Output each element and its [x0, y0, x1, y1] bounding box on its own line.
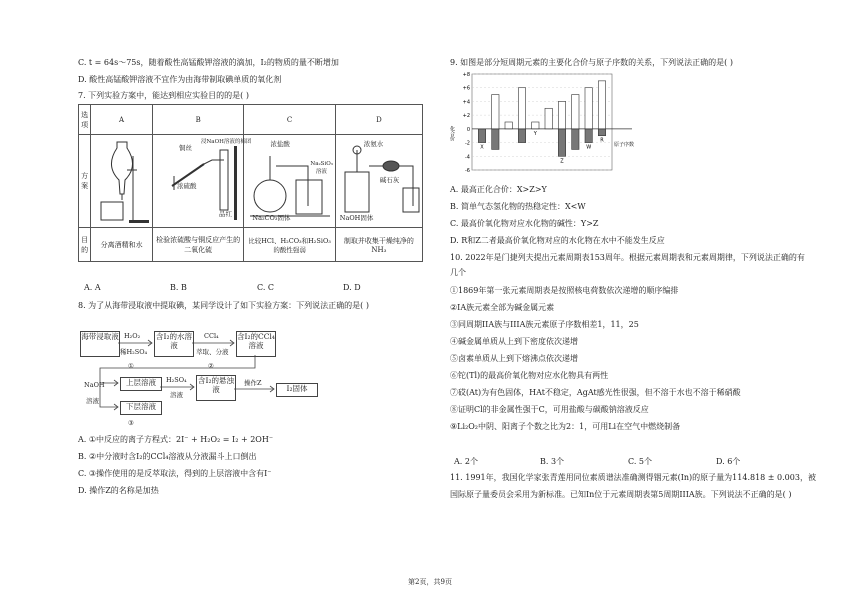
q10-stem-1: 10. 2022年是门捷列夫提出元素周期表153周年。根据元素周期表和元素周期律，下列说法正确的有	[450, 253, 805, 262]
chart-bar-negative	[572, 129, 579, 150]
chart-bar-negative	[558, 129, 565, 156]
q10-stem-2: 几个	[450, 268, 466, 277]
q8-option-b: B. ②中分液时含I₂的CCl₄溶液从分液漏斗上口倒出	[78, 452, 257, 461]
q8-option-a: A. ①中反应的离子方程式：2I⁻ + H₂O₂ = I₂ + 2OH⁻	[78, 435, 274, 444]
q6-option-c: C. t = 64s～75s，随着酸性高锰酸钾溶液的滴加，I₂的物质的量不断增加	[78, 58, 339, 67]
col-a: A	[91, 105, 153, 135]
q6-option-d: D. 酸性高锰酸钾溶液不宜作为由海带制取碘单质的氧化剂	[78, 75, 282, 84]
chart-bar-positive	[572, 95, 579, 129]
chart-bar-positive	[545, 108, 552, 129]
flow-operation-z: 操作Z	[244, 379, 262, 387]
col-c: C	[244, 105, 335, 135]
q10-item-4: ④碱金属单质从上到下密度依次递增	[450, 337, 578, 346]
chart-ytick-label: +6	[462, 85, 470, 92]
q8-option-d: D. 操作Z的名称是加热	[78, 486, 159, 495]
flow-box-i2-ccl4: 含I₂的CCl₄溶液	[236, 331, 276, 357]
flow-box-i2-aqueous: 含I₂的水溶液	[154, 331, 194, 357]
chart-bar-positive	[505, 122, 512, 129]
q10-item-3: ③同周期IIA族与IIIA族元素原子序数相差1，11，25	[450, 320, 639, 329]
q7-option-b: B. B	[170, 283, 187, 292]
chart-bar-label: X	[480, 144, 484, 151]
q10-option-b: B. 3个	[540, 457, 565, 466]
q11-stem-1: 11. 1991年，我国化学家张青莲用同位素质谱法准确测得铟元素(In)的原子量为114.818 ± 0.003，被	[450, 473, 816, 482]
label-conc-ammonia: 浓氨水	[363, 140, 384, 148]
q9-option-a: A. 最高正化合价：X>Z>Y	[450, 185, 547, 194]
row-label-option: 选项	[79, 105, 91, 135]
flow-box-i2-solid: I₂固体	[276, 383, 318, 397]
q9-option-c: C. 最高价氧化物对应水化物的碱性：Y>Z	[450, 219, 599, 228]
chart-ytick-label: +4	[462, 99, 470, 106]
chart-ytick-label: -4	[465, 154, 470, 161]
chart-ytick-label: -6	[465, 168, 470, 174]
q10-item-2: ②IA族元素全部为碱金属元素	[450, 303, 555, 312]
chart-bar-label: R	[600, 137, 604, 144]
q10-option-c: C. 5个	[628, 457, 653, 466]
purpose-d: 制取并收集干燥纯净的NH₃	[335, 228, 422, 262]
chart-ytick-label: +2	[462, 113, 470, 120]
q8-stem: 8. 为了从海带浸取液中提取碘，某同学设计了如下实验方案：下列说法正确的是( )	[78, 301, 369, 310]
label-soda-lime: 碱石灰	[379, 176, 400, 184]
flow-box-lower-layer: 下层溶液	[120, 401, 162, 415]
q10-item-7: ⑦砹(At)为有色固体，HAt不稳定，AgAt感光性很强，但不溶于水也不溶于稀硝酸	[450, 388, 741, 397]
q9-chart	[450, 70, 640, 180]
q10-item-1: ①1869年第一张元素周期表是按照核电荷数依次递增的顺序编排	[450, 286, 679, 295]
q7-option-c: C. C	[257, 283, 275, 292]
chart-bar-positive	[518, 88, 525, 129]
q10-item-9: ⑨Li₂O₂中阴、阳离子个数之比为2：1，可用Li在空气中燃烧制备	[450, 422, 681, 431]
label-na2co3: Na₂CO₃固体	[252, 214, 291, 222]
flow-reagent-h2so4-solution: 溶液	[170, 391, 183, 399]
chart-bar-positive	[558, 101, 565, 128]
flow-box-upper-layer: 上层溶液	[120, 377, 162, 391]
label-conc-hcl: 浓盐酸	[270, 140, 290, 148]
chart-bar-negative	[598, 129, 605, 136]
q10-option-a: A. 2个	[454, 457, 478, 466]
col-d: D	[335, 105, 422, 135]
label-conc-h2so4: 浓硫酸	[176, 182, 197, 190]
label-na2sio3: Na₂SiO₃溶液	[310, 161, 333, 175]
chart-ytick-label: 0	[466, 126, 470, 133]
col-b: B	[152, 105, 243, 135]
q7-option-a: A. A	[84, 283, 101, 292]
chart-bar-positive	[598, 81, 605, 129]
q9-stem: 9. 如图是部分短周期元素的主要化合价与原子序数的关系，下列说法正确的是( )	[450, 58, 733, 67]
q9-option-b: B. 简单气态氢化物的热稳定性：X<W	[450, 202, 586, 211]
chart-bar-positive	[585, 88, 592, 129]
q10-item-6: ⑥铊(Tl)的最高价氧化物对应水化物具有两性	[450, 371, 609, 380]
chart-bar-negative	[492, 129, 499, 150]
purpose-a: 分离酒精和水	[91, 228, 153, 262]
q10-item-8: ⑧证明Cl的非金属性强于C，可用盐酸与碳酸钠溶液反应	[450, 405, 649, 414]
flow-reagent-ccl4: CCl₄	[204, 332, 219, 340]
flow-step-1: ①	[128, 362, 134, 370]
label-naoh-solid: NaOH固体	[339, 214, 374, 222]
chart-ylabel: 化合价	[449, 126, 455, 141]
chart-bar-label: W	[586, 144, 592, 151]
chart-xlabel: 原子序数	[614, 142, 635, 148]
chart-bar-positive	[532, 122, 539, 129]
flow-reagent-h2so4: H₂SO₄	[166, 376, 187, 384]
chart-ytick-label: -2	[465, 140, 470, 147]
flow-reagent-h2o2: H₂O₂	[124, 332, 141, 340]
flow-step-2: ②	[208, 362, 214, 370]
purpose-c: 比较HCl、H₂CO₃和H₂SiO₃的酸性强弱	[244, 228, 335, 262]
chart-bar-label: Y	[533, 130, 537, 137]
row-label-purpose: 目的	[79, 228, 91, 262]
page-footer: 第2页，共9页	[408, 578, 452, 586]
chart-bar-negative	[585, 129, 592, 143]
chart-bar-label: Z	[560, 158, 564, 165]
flow-arrows	[0, 0, 430, 440]
q10-item-5: ⑤卤素单质从上到下熔沸点依次递增	[450, 354, 578, 363]
label-copper: 铜丝	[178, 144, 192, 152]
q7-option-d: D. D	[343, 283, 361, 292]
flow-reagent-dilute-h2so4: 稀H₂SO₄	[120, 348, 148, 356]
chart-bar-positive	[492, 95, 499, 129]
flow-box-kelp-extract: 海带浸取液	[80, 331, 120, 357]
q7-stem: 7. 下列实验方案中，能达到相应实验目的的是( )	[78, 91, 249, 100]
flow-box-i2-suspension: 含I₂的悬浊液	[196, 375, 236, 401]
purpose-b: 检验浓硫酸与铜反应产生的二氧化硫	[152, 228, 243, 262]
q8-option-c: C. ③操作使用的是反萃取法，得到的上层溶液中含有I⁻	[78, 469, 272, 478]
q10-option-d: D. 6个	[716, 457, 741, 466]
row-label-plan: 方案	[79, 135, 91, 228]
flow-step-3: ③	[128, 419, 134, 427]
flow-reagent-naoh-solution: 溶液	[86, 397, 99, 405]
chart-bar-negative	[478, 129, 485, 143]
label-naoh-cotton: 浸NaOH溶液的棉团	[200, 139, 252, 145]
q11-stem-2: 国际原子量委员会采用为新标准。已知In位于元素周期表第5周期IIIA族。下列说法不正确的是( )	[450, 490, 792, 499]
flow-reagent-naoh: NaOH	[84, 381, 105, 389]
label-magenta: 品红	[218, 210, 232, 218]
chart-bar-negative	[518, 129, 525, 143]
flow-step-extract: 萃取、分液	[196, 348, 229, 356]
q9-option-d: D. R和Z二者最高价氧化物对应的水化物在水中不能发生反应	[450, 236, 665, 245]
chart-ytick-label: +8	[462, 72, 470, 78]
